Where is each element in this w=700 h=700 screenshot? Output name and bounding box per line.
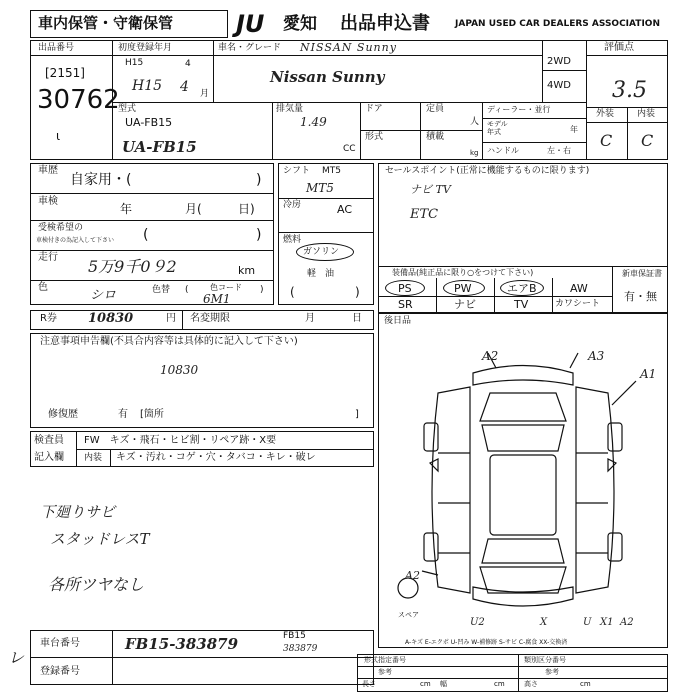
- notes-content: 10830: [160, 363, 199, 377]
- equipment-label: 装備品(純正品に限り○をつけて下さい): [392, 268, 534, 277]
- spec-ref2: 参考: [545, 668, 559, 676]
- year-unit: 年: [570, 125, 578, 134]
- mark-x: X: [540, 617, 548, 628]
- lot-sub-number: [2151]: [45, 66, 85, 80]
- equip-tv: TV: [514, 298, 529, 311]
- exterior-label: 外装: [596, 109, 615, 119]
- english-name: JAPAN USED CAR DEALERS ASSOCIATION: [455, 19, 660, 29]
- equip-navi: ナビ: [454, 298, 476, 311]
- load-unit: kg: [470, 149, 479, 157]
- notes-label: 注意事項申告欄(不具合内容等は具体的に記入して下さい): [40, 336, 298, 347]
- shift-label: シフト: [283, 166, 311, 176]
- mileage-unit: km: [238, 264, 256, 277]
- inspector-label2: 記入欄: [34, 452, 64, 463]
- ju-logo: JU: [236, 10, 265, 38]
- dealer-label: ディーラー・並行: [487, 105, 551, 114]
- equip-ps: PS: [398, 282, 412, 295]
- repair-close: ]: [355, 409, 359, 420]
- score-value: 3.5: [612, 78, 647, 103]
- repair-value: 有: [118, 409, 128, 420]
- color-change-close: ): [260, 285, 264, 295]
- history-value: 自家用・(: [70, 172, 132, 188]
- equip-aw: AW: [570, 282, 588, 295]
- fuel-close: ): [355, 285, 360, 299]
- model-year-label: モデル 年式: [487, 120, 508, 136]
- fuel-paren: (: [290, 285, 295, 299]
- inspection-apply-close: ): [256, 227, 262, 243]
- mark-x1: X1: [600, 617, 614, 628]
- equip-pw: PW: [454, 282, 472, 295]
- first-reg-handwritten-year: H15: [132, 78, 163, 94]
- inspector-row2-label: 内装: [84, 453, 103, 463]
- color-code-label: 色コード: [210, 283, 242, 292]
- inspector-row1: FW キズ・飛石・ヒビ割・リペア跡・X要: [84, 435, 277, 446]
- interior-value: C: [641, 131, 654, 150]
- color-value: シロ: [90, 288, 117, 303]
- mark-u2: U2: [470, 617, 485, 628]
- ac-label: 冷房: [283, 200, 302, 210]
- type-printed: UA-FB15: [125, 116, 173, 129]
- spec-label1: 形式指定番号: [364, 656, 406, 664]
- color-change-paren: (: [185, 285, 189, 295]
- mileage-value: 5万9千0９2: [88, 257, 177, 276]
- spare-label: スペア: [398, 611, 419, 619]
- color-code-value: 6M1: [203, 292, 231, 306]
- spec-ref1: 参考: [378, 668, 392, 676]
- model-name-label: 車名・グレード: [218, 43, 282, 53]
- lot-label: 出品番号: [38, 43, 75, 53]
- equip-sr: SR: [398, 298, 413, 311]
- type-handwritten: UA-FB15: [122, 138, 197, 156]
- mark-a2-left: A2: [405, 569, 420, 582]
- mark-a2-right: A2: [620, 617, 634, 628]
- cc-unit: CC: [343, 144, 356, 154]
- org-name: 愛知: [283, 14, 317, 34]
- color-label: 色: [38, 282, 48, 293]
- spec-width-unit: cm: [494, 680, 505, 688]
- repair-label: 修復歴: [48, 409, 78, 420]
- capacity-label: 定員: [426, 104, 445, 114]
- mileage-label: 走行: [38, 252, 58, 263]
- spec-width: 幅: [440, 680, 447, 688]
- interior-label: 内装: [637, 109, 656, 119]
- repair-place: [箇所: [140, 409, 164, 420]
- mark-a2-top: A2: [482, 349, 499, 363]
- inspection-year: 年: [120, 202, 133, 216]
- door-label: ドア: [365, 104, 383, 114]
- type-label: 型式: [118, 104, 137, 114]
- model-name-handwritten: Nissan Sunny: [270, 68, 385, 86]
- registration-label: 登録番号: [40, 666, 80, 677]
- form-title: 出品申込書: [340, 13, 430, 34]
- shift-handwritten: MT5: [306, 181, 334, 195]
- hand-note-2: スタッドレスT: [50, 530, 150, 548]
- chassis-handwritten: FB15-383879: [125, 635, 239, 653]
- model-name-printed: NISSAN Sunny: [300, 41, 397, 54]
- inspection-apply-label: 受検希望の: [38, 223, 84, 233]
- name-change-label: 名変期限: [190, 313, 230, 324]
- first-reg-handwritten-month: 4: [180, 79, 189, 95]
- inspection-month: 月(: [185, 202, 202, 216]
- inspection-day: 日): [238, 202, 255, 216]
- first-reg-month-mark: 4: [185, 59, 191, 69]
- first-reg-label: 初度登録年月: [118, 43, 173, 53]
- drive-4wd: 4WD: [547, 80, 571, 91]
- drive-2wd: 2WD: [547, 56, 571, 67]
- displacement-label: 排気量: [276, 104, 304, 114]
- first-reg-printed: H15: [125, 58, 144, 68]
- mark-u: U: [583, 617, 592, 628]
- history-label: 車歴: [38, 165, 58, 176]
- chassis-side-bottom: 383879: [283, 644, 318, 654]
- selling-line1: ナビ TV: [410, 183, 451, 196]
- inspection-apply-sub: 車検付きの為記入して下さい: [36, 237, 115, 244]
- first-reg-month-suffix: 月: [200, 89, 210, 99]
- chassis-label: 車台番号: [40, 638, 80, 649]
- score-label: 評価点: [604, 42, 634, 53]
- recycle-label: R券: [40, 313, 57, 324]
- name-change-month: 月: [305, 313, 315, 324]
- inspection-label: 車検: [38, 196, 58, 207]
- name-change-day: 日: [352, 313, 362, 324]
- car-diagram: [378, 313, 668, 648]
- inspection-apply-paren: (: [143, 227, 149, 243]
- history-close: ): [256, 172, 262, 188]
- inspector-row2: キズ・汚れ・コゲ・穴・タバコ・キレ・破レ: [116, 452, 316, 463]
- exterior-value: C: [600, 131, 613, 150]
- selling-line2: ETC: [410, 207, 439, 222]
- mark-a3: A3: [588, 349, 605, 363]
- capacity-unit: 人: [470, 117, 480, 127]
- handle-opts: 左・右: [547, 146, 571, 155]
- mark-a1: A1: [640, 367, 657, 381]
- load-label: 積載: [426, 132, 445, 142]
- displacement-value: 1.49: [300, 115, 327, 129]
- rear-label: 後日品: [384, 316, 412, 326]
- selling-label: セールスポイント(正常に機能するものに限ります): [385, 166, 590, 176]
- spec-label2: 類別区分番号: [524, 656, 566, 664]
- inspector-label1: 検査員: [34, 435, 64, 446]
- shape-label: 形式: [365, 132, 384, 142]
- new-warranty-value: 有・無: [624, 290, 657, 303]
- hand-note-3: 各所ツヤなし: [48, 575, 145, 594]
- recycle-value: 10830: [88, 311, 134, 326]
- ac-value: AC: [337, 203, 353, 216]
- new-warranty-label: 新車保証書: [622, 269, 662, 278]
- fuel-diesel: 軽 油: [307, 269, 335, 279]
- recycle-unit: 円: [166, 313, 176, 324]
- chassis-side-top: FB15: [283, 631, 306, 641]
- lot-number: 30762: [37, 85, 120, 115]
- notes-section: [30, 333, 374, 428]
- storage-label: 車内保管・守衛保管: [38, 14, 174, 32]
- color-change-label: 色替: [152, 285, 171, 295]
- shift-printed: MT5: [322, 166, 341, 176]
- equip-airbag: エアB: [507, 282, 537, 295]
- lot-note: ι: [56, 129, 61, 143]
- spec-length: 長さ: [362, 680, 376, 688]
- equip-kawa-seat: カワシート: [555, 299, 601, 309]
- fuel-label: 燃料: [283, 235, 302, 245]
- spec-height-unit: cm: [580, 680, 591, 688]
- damage-legend: A-キズ E-エクボ U-凹み W-補修跡 S-サビ C-腐食 XX-交換済: [405, 639, 568, 646]
- fuel-gasoline: ガソリン: [303, 247, 340, 257]
- spec-length-unit: cm: [420, 680, 431, 688]
- left-mark: レ: [8, 648, 25, 667]
- hand-note-1: 下廻りサビ: [40, 503, 116, 521]
- handle-label: ハンドル: [487, 146, 519, 155]
- spec-height: 高さ: [524, 680, 538, 688]
